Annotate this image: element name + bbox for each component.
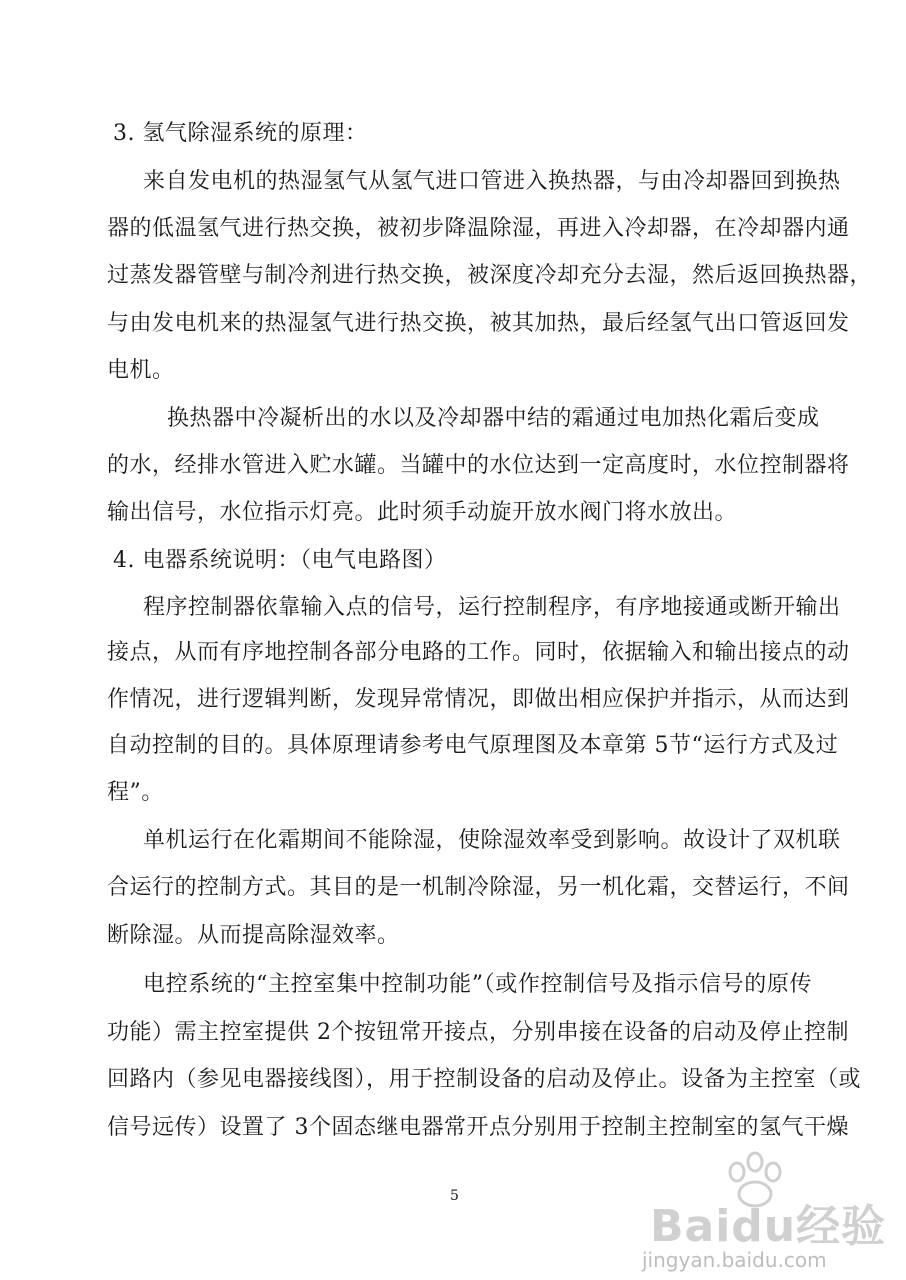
paragraph-line: 单机运行在化霜期间不能除湿，使除湿效率受到影响。故设计了双机联 [143, 828, 841, 853]
paragraph-line: 器的低温氢气进行热交换，被初步降温除湿，再进入冷却器，在冷却器内通 [107, 216, 850, 241]
watermark-url: jingyan.baidu.com [642, 1248, 827, 1272]
paragraph-line: 信号远传）设置了 3个固态继电器常开点分别用于控制主控制室的氢气干燥 [107, 1115, 849, 1140]
paragraph-line: 电机。 [107, 358, 175, 383]
paragraph-line: 作情况，进行逻辑判断，发现异常情况，即做出相应保护并指示，从而达到 [107, 687, 850, 712]
page-number: 5 [450, 1188, 459, 1204]
paragraph-line: 过蒸发器管壁与制冷剂进行热交换，被深度冷却充分去湿，然后返回换热器， [107, 263, 873, 288]
paragraph-line: 程”。 [107, 780, 164, 805]
paragraph-line: 程序控制器依靠输入点的信号，运行控制程序，有序地接通或断开输出 [143, 595, 841, 620]
paragraph-line: 功能）需主控室提供 2个按钮常开接点，分别串接在设备的启动及停止控制 [107, 1020, 849, 1045]
paragraph-line: 来自发电机的热湿氢气从氢气进口管进入换热器，与由冷却器回到换热 [143, 169, 841, 194]
paragraph-line: 接点，从而有序地控制各部分电路的工作。同时，依据输入和输出接点的动 [107, 640, 850, 665]
paragraph-line: 自动控制的目的。具体原理请参考电气原理图及本章第 5节“运行方式及过 [107, 733, 839, 758]
section-heading-3: 3. 氢气除湿系统的原理： [113, 121, 368, 146]
paragraph-line: 换热器中冷凝析出的水以及冷却器中结的霜通过电加热化霜后变成 [167, 406, 820, 431]
paragraph-line: 的水，经排水管进入贮水罐。当罐中的水位达到一定高度时，水位控制器将 [107, 453, 850, 478]
paragraph-line: 输出信号，水位指示灯亮。此时须手动旋开放水阀门将水放出。 [107, 500, 738, 525]
paragraph-line: 回路内（参见电器接线图），用于控制设备的启动及停止。设备为主控室（或 [107, 1067, 862, 1092]
baidu-watermark [630, 1150, 906, 1280]
paragraph-line: 电控系统的“主控室集中控制功能”（或作控制信号及指示信号的原传 [143, 972, 812, 997]
watermark-brand: Baidu经验 [650, 1201, 887, 1252]
paragraph-line: 断除湿。从而提高除湿效率。 [107, 923, 400, 948]
paragraph-line: 与由发电机来的热湿氢气进行热交换，被其加热，最后经氢气出口管返回发 [107, 311, 850, 336]
paragraph-line: 合运行的控制方式。其目的是一机制冷除湿，另一机化霜，交替运行，不间 [107, 875, 850, 900]
section-heading-4: 4. 电器系统说明：（电气电路图） [113, 548, 447, 573]
